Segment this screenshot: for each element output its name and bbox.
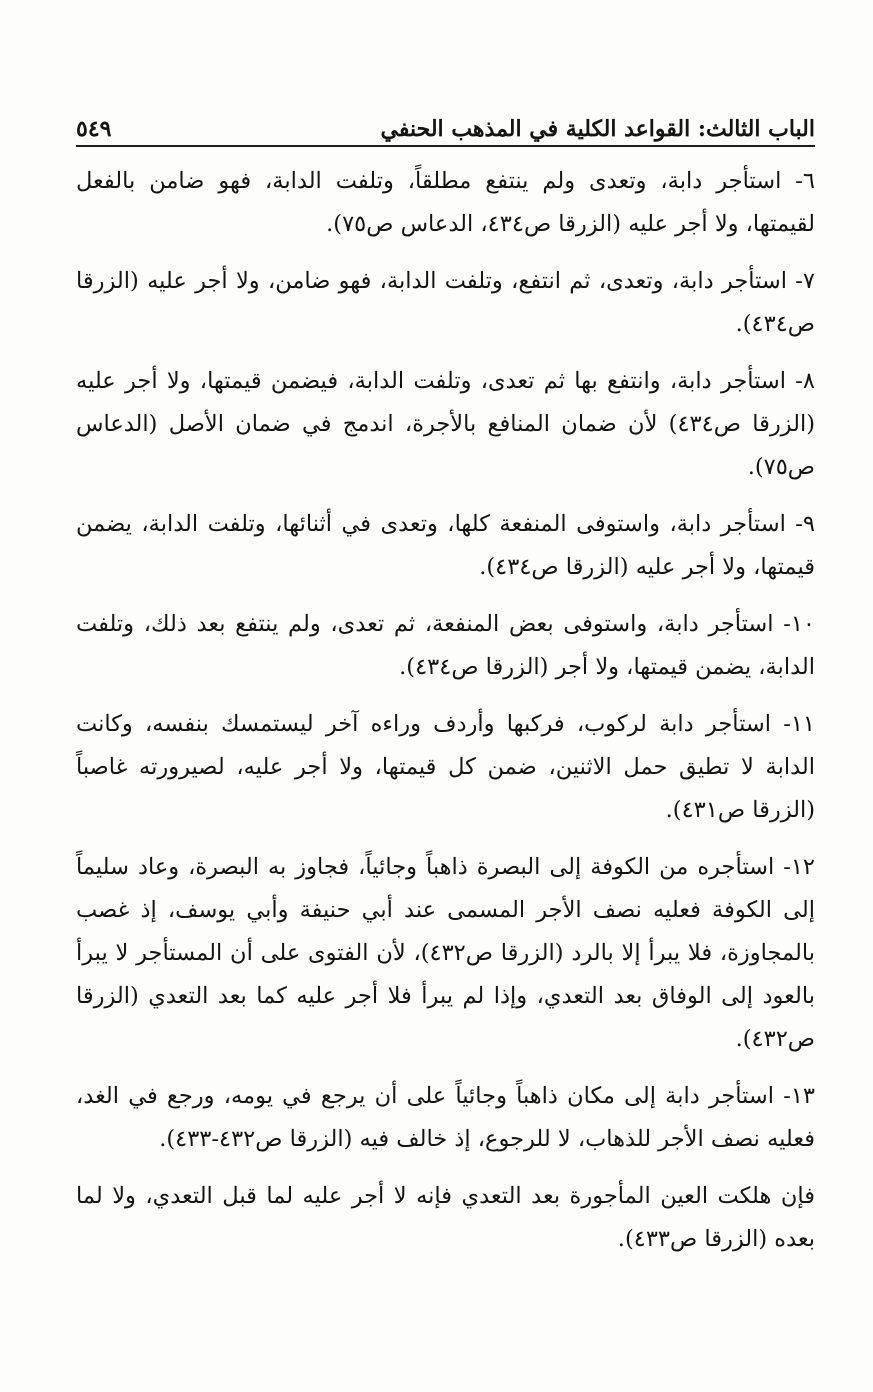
- paragraph-item-11: ١١- استأجر دابة لركوب، فركبها وأردف وراءه آخر ليستمسك بنفسه، وكانت الدابة لا تطيق حمل الاثنين، ضمن كل قيمتها، ولا أجر عليه، لصيرورته غاصباً (الزرقا ص٤٣١).: [76, 711, 815, 823]
- chapter-title: الباب الثالث: القواعد الكلية في المذهب الحنفي: [380, 116, 815, 142]
- paragraph-item-12: ١٢- استأجره من الكوفة إلى البصرة ذاهباً وجائياً، فجاوز به البصرة، وعاد سليماً إلى الكوفة فعليه نصف الأجر المسمى عند أبي حنيفة وأبي يوسف، إذ غصب بالمجاوزة، فلا يبرأ إلا بالرد (الزرقا ص٤٣٢)، لأن الفتوى على أن المستأجر لا يبرأ بالعود إلى الوفاق بعد التعدي، وإذا لم يبرأ فلا أجر عليه كما بعد التعدي (الزرقا ص٤٣٢).: [76, 854, 815, 1052]
- paragraph-item-8: ٨- استأجر دابة، وانتفع بها ثم تعدى، وتلفت الدابة، فيضمن قيمتها، ولا أجر عليه (الزرقا ص٤٣٤) لأن ضمان المنافع بالأجرة، اندمج في ضمان الأصل (الدعاس ص٧٥).: [76, 368, 815, 480]
- body-text: [76, 160, 815, 1275]
- page-number: ٥٤٩: [76, 116, 112, 142]
- paragraph-closing-note: فإن هلكت العين المأجورة بعد التعدي فإنه لا أجر عليه لما قبل التعدي، ولا لما بعده (الزرقا ص٤٣٣).: [76, 1183, 815, 1252]
- paragraph-item-9: ٩- استأجر دابة، واستوفى المنفعة كلها، وتعدى في أثنائها، وتلفت الدابة، يضمن قيمتها، ولا أجر عليه (الزرقا ص٤٣٤).: [76, 511, 815, 580]
- paragraph-item-6: ٦- استأجر دابة، وتعدى ولم ينتفع مطلقاً، وتلفت الدابة، فهو ضامن بالفعل لقيمتها، ولا أجر عليه (الزرقا ص٤٣٤، الدعاس ص٧٥).: [76, 168, 815, 237]
- running-header: [76, 104, 815, 144]
- paragraph-item-7: ٧- استأجر دابة، وتعدى، ثم انتفع، وتلفت الدابة، فهو ضامن، ولا أجر عليه (الزرقا ص٤٣٤).: [76, 268, 815, 337]
- header-divider: [76, 145, 815, 147]
- paragraph-item-10: ١٠- استأجر دابة، واستوفى بعض المنفعة، ثم تعدى، ولم ينتفع بعد ذلك، وتلفت الدابة، يضمن قيمتها، ولا أجر (الزرقا ص٤٣٤).: [76, 611, 815, 680]
- paragraph-item-13: ١٣- استأجر دابة إلى مكان ذاهباً وجائياً على أن يرجع في يومه، ورجع في الغد، فعليه نصف الأجر للذهاب، لا للرجوع، إذ خالف فيه (الزرقا ص٤٣٢-٤٣٣).: [76, 1083, 815, 1152]
